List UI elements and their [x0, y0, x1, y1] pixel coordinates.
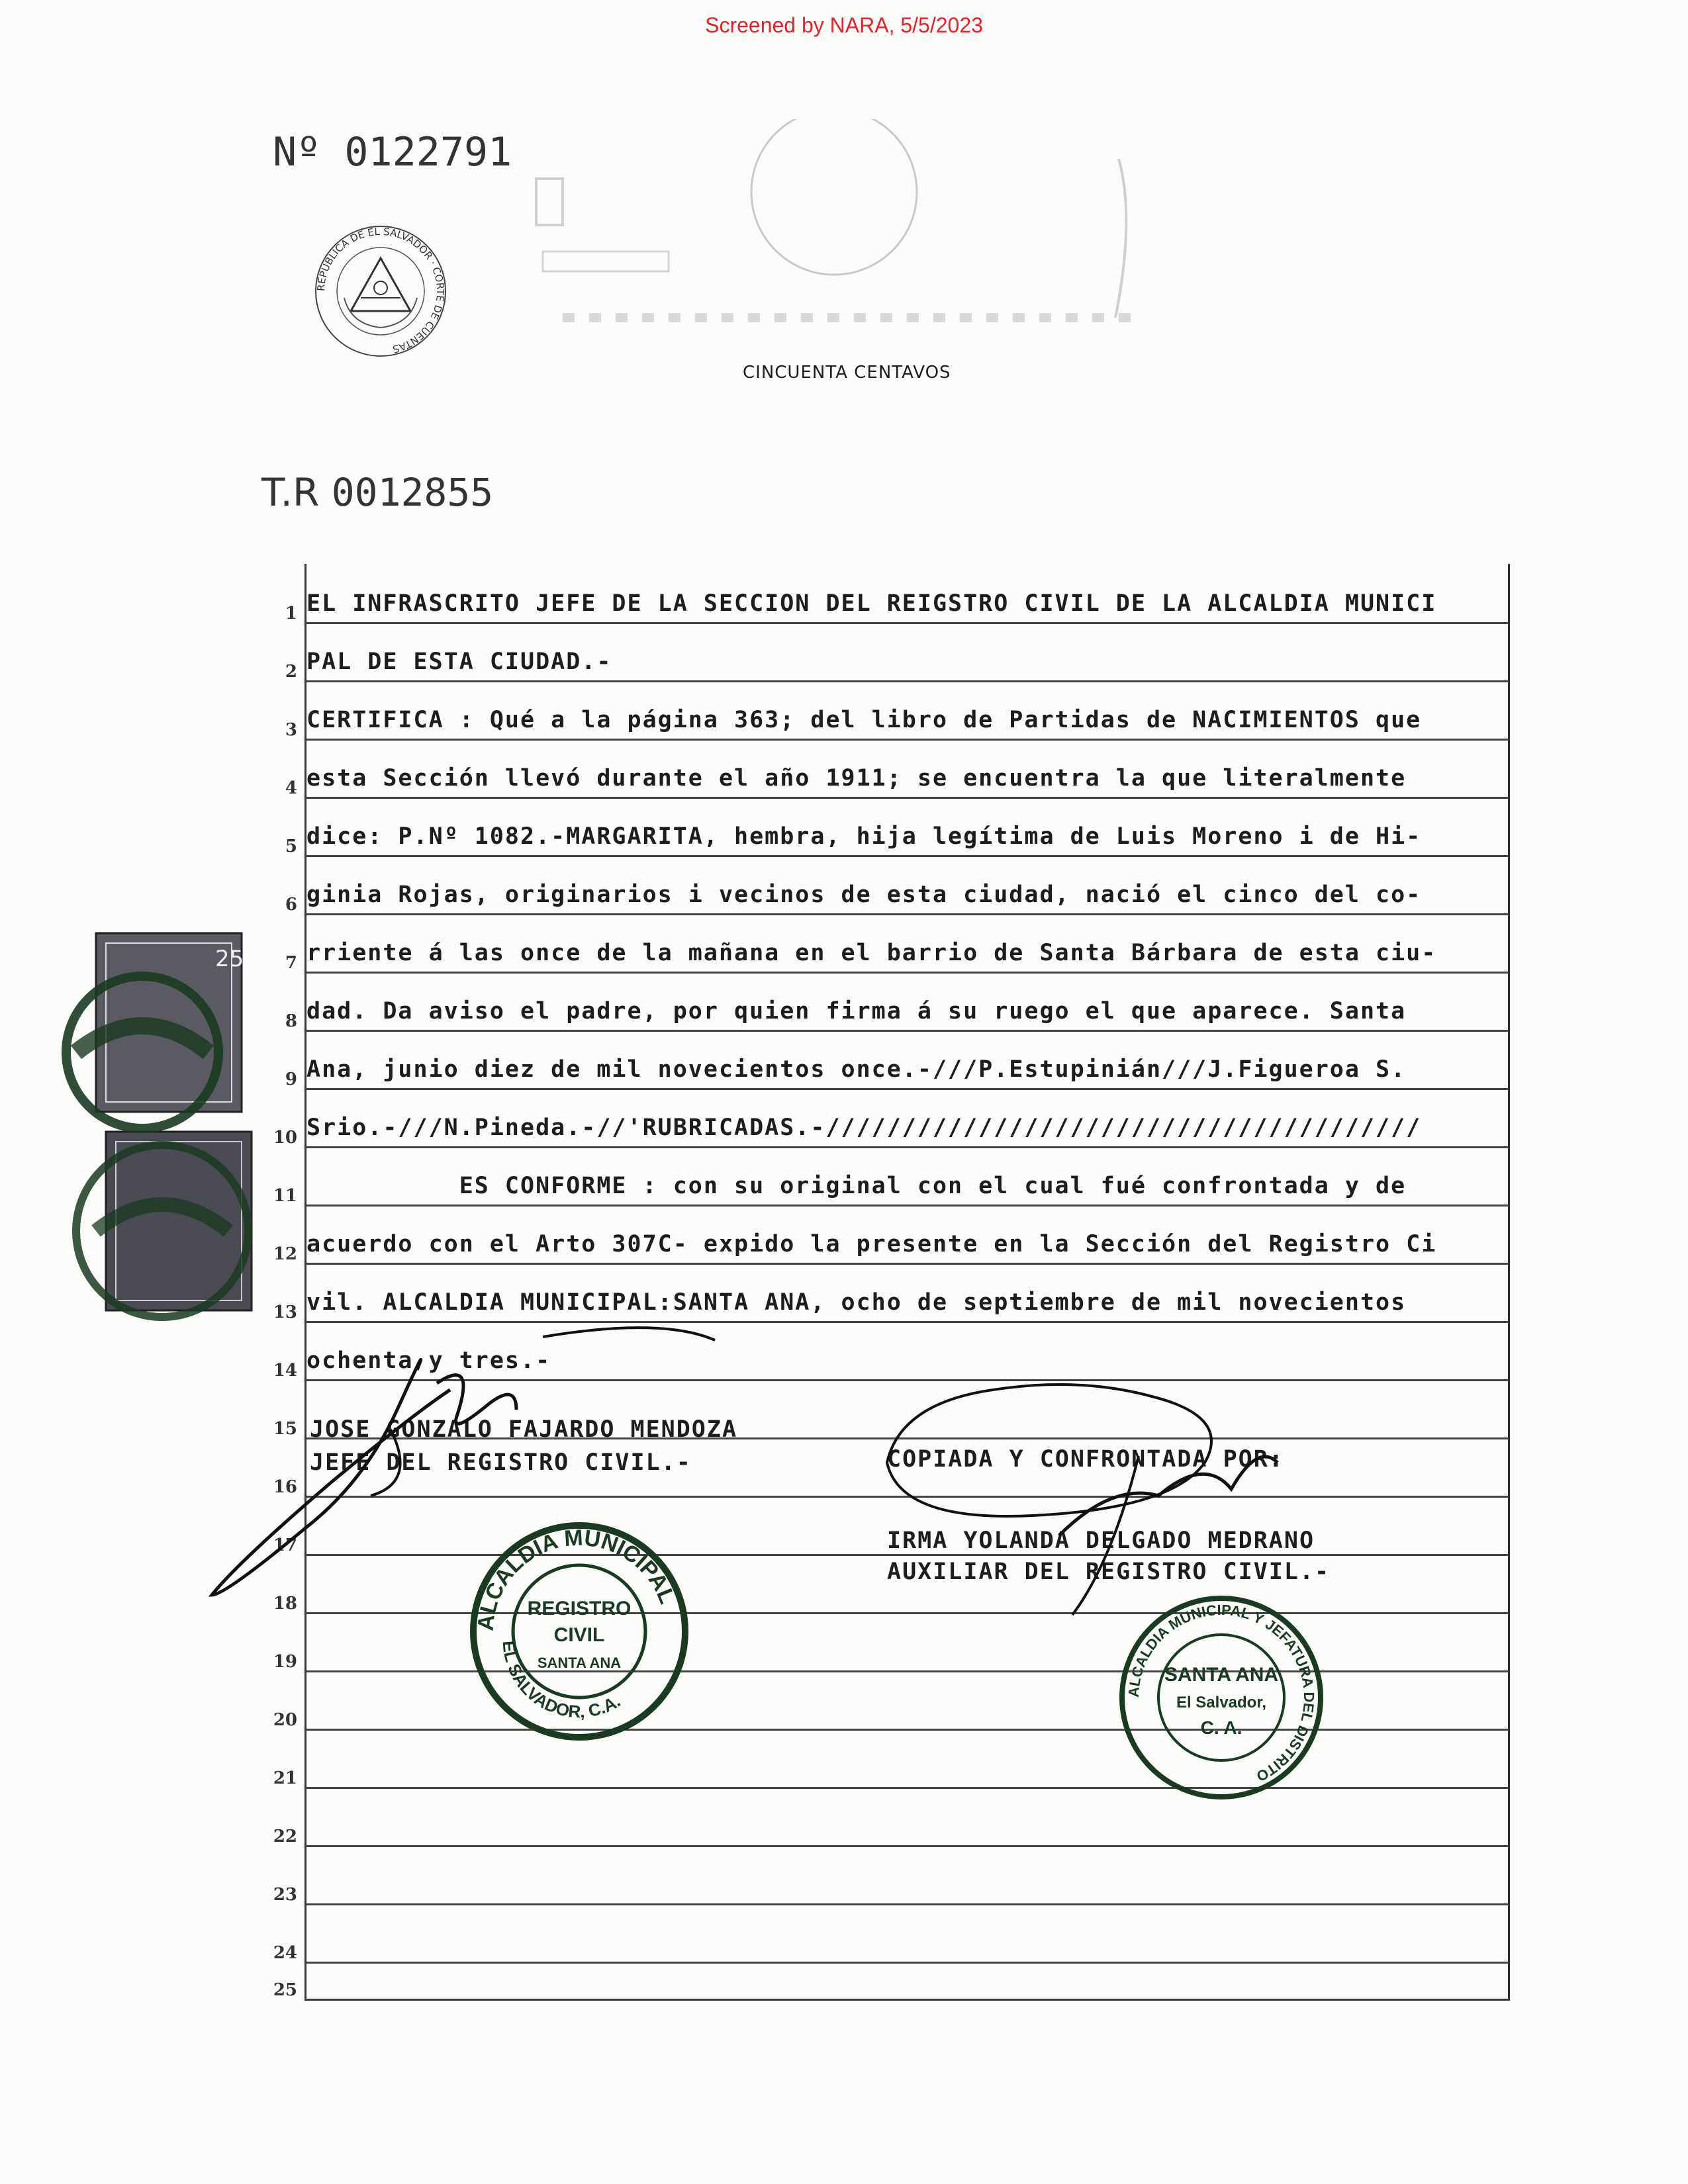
registro-center-2: CIVIL: [553, 1624, 605, 1646]
registro-center-3: SANTA ANA: [537, 1655, 622, 1671]
line-number: 9: [285, 1069, 297, 1089]
body-line-2: PAL DE ESTA CIUDAD.-: [306, 649, 612, 675]
line-number: 23: [273, 1885, 297, 1905]
line-number: 19: [273, 1652, 297, 1672]
tr-value: 0012855: [331, 470, 494, 515]
body-line-9: Ana, junio diez de mil novecientos once.-///P.Estupinián///J.Figueroa S.: [306, 1056, 1407, 1083]
signer-left-title: JEFE DEL REGISTRO CIVIL.-: [310, 1449, 692, 1476]
line-number: 2: [285, 662, 297, 682]
line-number: 11: [273, 1186, 297, 1206]
tr-label: T.R: [261, 470, 320, 515]
tr-number: [261, 470, 493, 515]
line-number: 25: [273, 1980, 297, 2000]
line-number: 15: [273, 1419, 297, 1439]
line-number: 21: [273, 1768, 297, 1788]
body-line-1: EL INFRASCRITO JEFE DE LA SECCION DEL REIGSTRO CIVIL DE LA ALCALDIA MUNICI: [306, 590, 1437, 617]
alcaldia-center-1: SANTA ANA: [1164, 1664, 1279, 1686]
body-line-12: acuerdo con el Arto 307C- expido la presente en la Sección del Registro Ci: [306, 1231, 1437, 1257]
line-number: 8: [285, 1011, 297, 1031]
line-number: 14: [273, 1361, 297, 1381]
fiscal-stamps: [56, 920, 281, 1343]
signer-right-name: IRMA YOLANDA DELGADO MEDRANO: [887, 1527, 1315, 1554]
alcaldia-ring-text: ALCALDIA MUNICIPAL Y JEFATURA DEL DISTRITO: [1125, 1601, 1318, 1785]
registro-center-1: REGISTRO: [527, 1598, 632, 1619]
line-number: 10: [273, 1128, 297, 1148]
line-number: 13: [273, 1302, 297, 1322]
alcaldia-center-3: C. A.: [1200, 1717, 1243, 1738]
registro-civil-stamp: [463, 1516, 695, 1747]
line-number: 5: [285, 837, 297, 856]
line-number: 16: [273, 1477, 297, 1497]
line-number: 22: [273, 1827, 297, 1846]
body-line-6: ginia Rojas, originarios i vecinos de esta ciudad, nació el cinco del co-: [306, 882, 1422, 908]
body-line-3: CERTIFICA : Qué a la página 363; del libro de Partidas de NACIMIENTOS que: [306, 707, 1422, 733]
line-number: 6: [285, 895, 297, 915]
registro-ring-bottom: EL SALVADOR, C.A.: [498, 1640, 624, 1722]
screened-note: Screened by NARA, 5/5/2023: [705, 13, 983, 37]
line-number: 1: [285, 604, 297, 623]
line-number: 12: [273, 1244, 297, 1264]
seal-ring-text: REPUBLICA DE EL SALVADOR · CORTE DE CUENTAS: [314, 225, 447, 355]
line-number: 24: [273, 1943, 297, 1963]
body-line-14: ochenta y tres.-: [306, 1347, 551, 1374]
signer-right-caption: COPIADA Y CONFRONTADA POR:: [887, 1446, 1284, 1473]
signer-right-title: AUXILIAR DEL REGISTRO CIVIL.-: [887, 1559, 1331, 1585]
line-number: 7: [285, 953, 297, 973]
body-line-4: esta Sección llevó durante el año 1911; se encuentra la que literalmente: [306, 765, 1407, 792]
body-line-5: dice: P.Nº 1082.-MARGARITA, hembra, hija legítima de Luis Moreno i de Hi-: [306, 823, 1422, 850]
line-number: 4: [285, 778, 297, 798]
signer-left-name: JOSE GONZALO FAJARDO MENDOZA: [310, 1416, 738, 1443]
fiscal-value: 25: [215, 946, 244, 972]
line-number: 17: [273, 1535, 297, 1555]
faint-embossed-stamp: [523, 119, 1158, 344]
registro-ring-top: ALCALDIA MUNICIPAL: [473, 1525, 680, 1632]
line-number: 20: [273, 1710, 297, 1730]
line-number: 18: [273, 1594, 297, 1614]
serial-number: Nº 0122791: [273, 129, 512, 175]
body-line-13: vil. ALCALDIA MUNICIPAL:SANTA ANA, ocho de septiembre de mil novecientos: [306, 1289, 1407, 1316]
body-line-8: dad. Da aviso el padre, por quien firma á su ruego el que aparece. Santa: [306, 998, 1407, 1024]
body-line-7: rriente á las once de la mañana en el barrio de Santa Bárbara de esta ciu-: [306, 940, 1437, 966]
value-text: CINCUENTA CENTAVOS: [743, 363, 951, 383]
line-number: 3: [285, 720, 297, 740]
body-line-11: ES CONFORME : con su original con el cual fué confrontada y de: [306, 1173, 1407, 1199]
alcaldia-santa-ana-stamp: [1112, 1588, 1331, 1807]
body-line-10: Srio.-///N.Pineda.-//'RUBRICADAS.-///////////////////////////////////////: [306, 1115, 1422, 1141]
corte-de-cuentas-seal: [305, 218, 457, 364]
alcaldia-center-2: El Salvador,: [1176, 1694, 1267, 1711]
